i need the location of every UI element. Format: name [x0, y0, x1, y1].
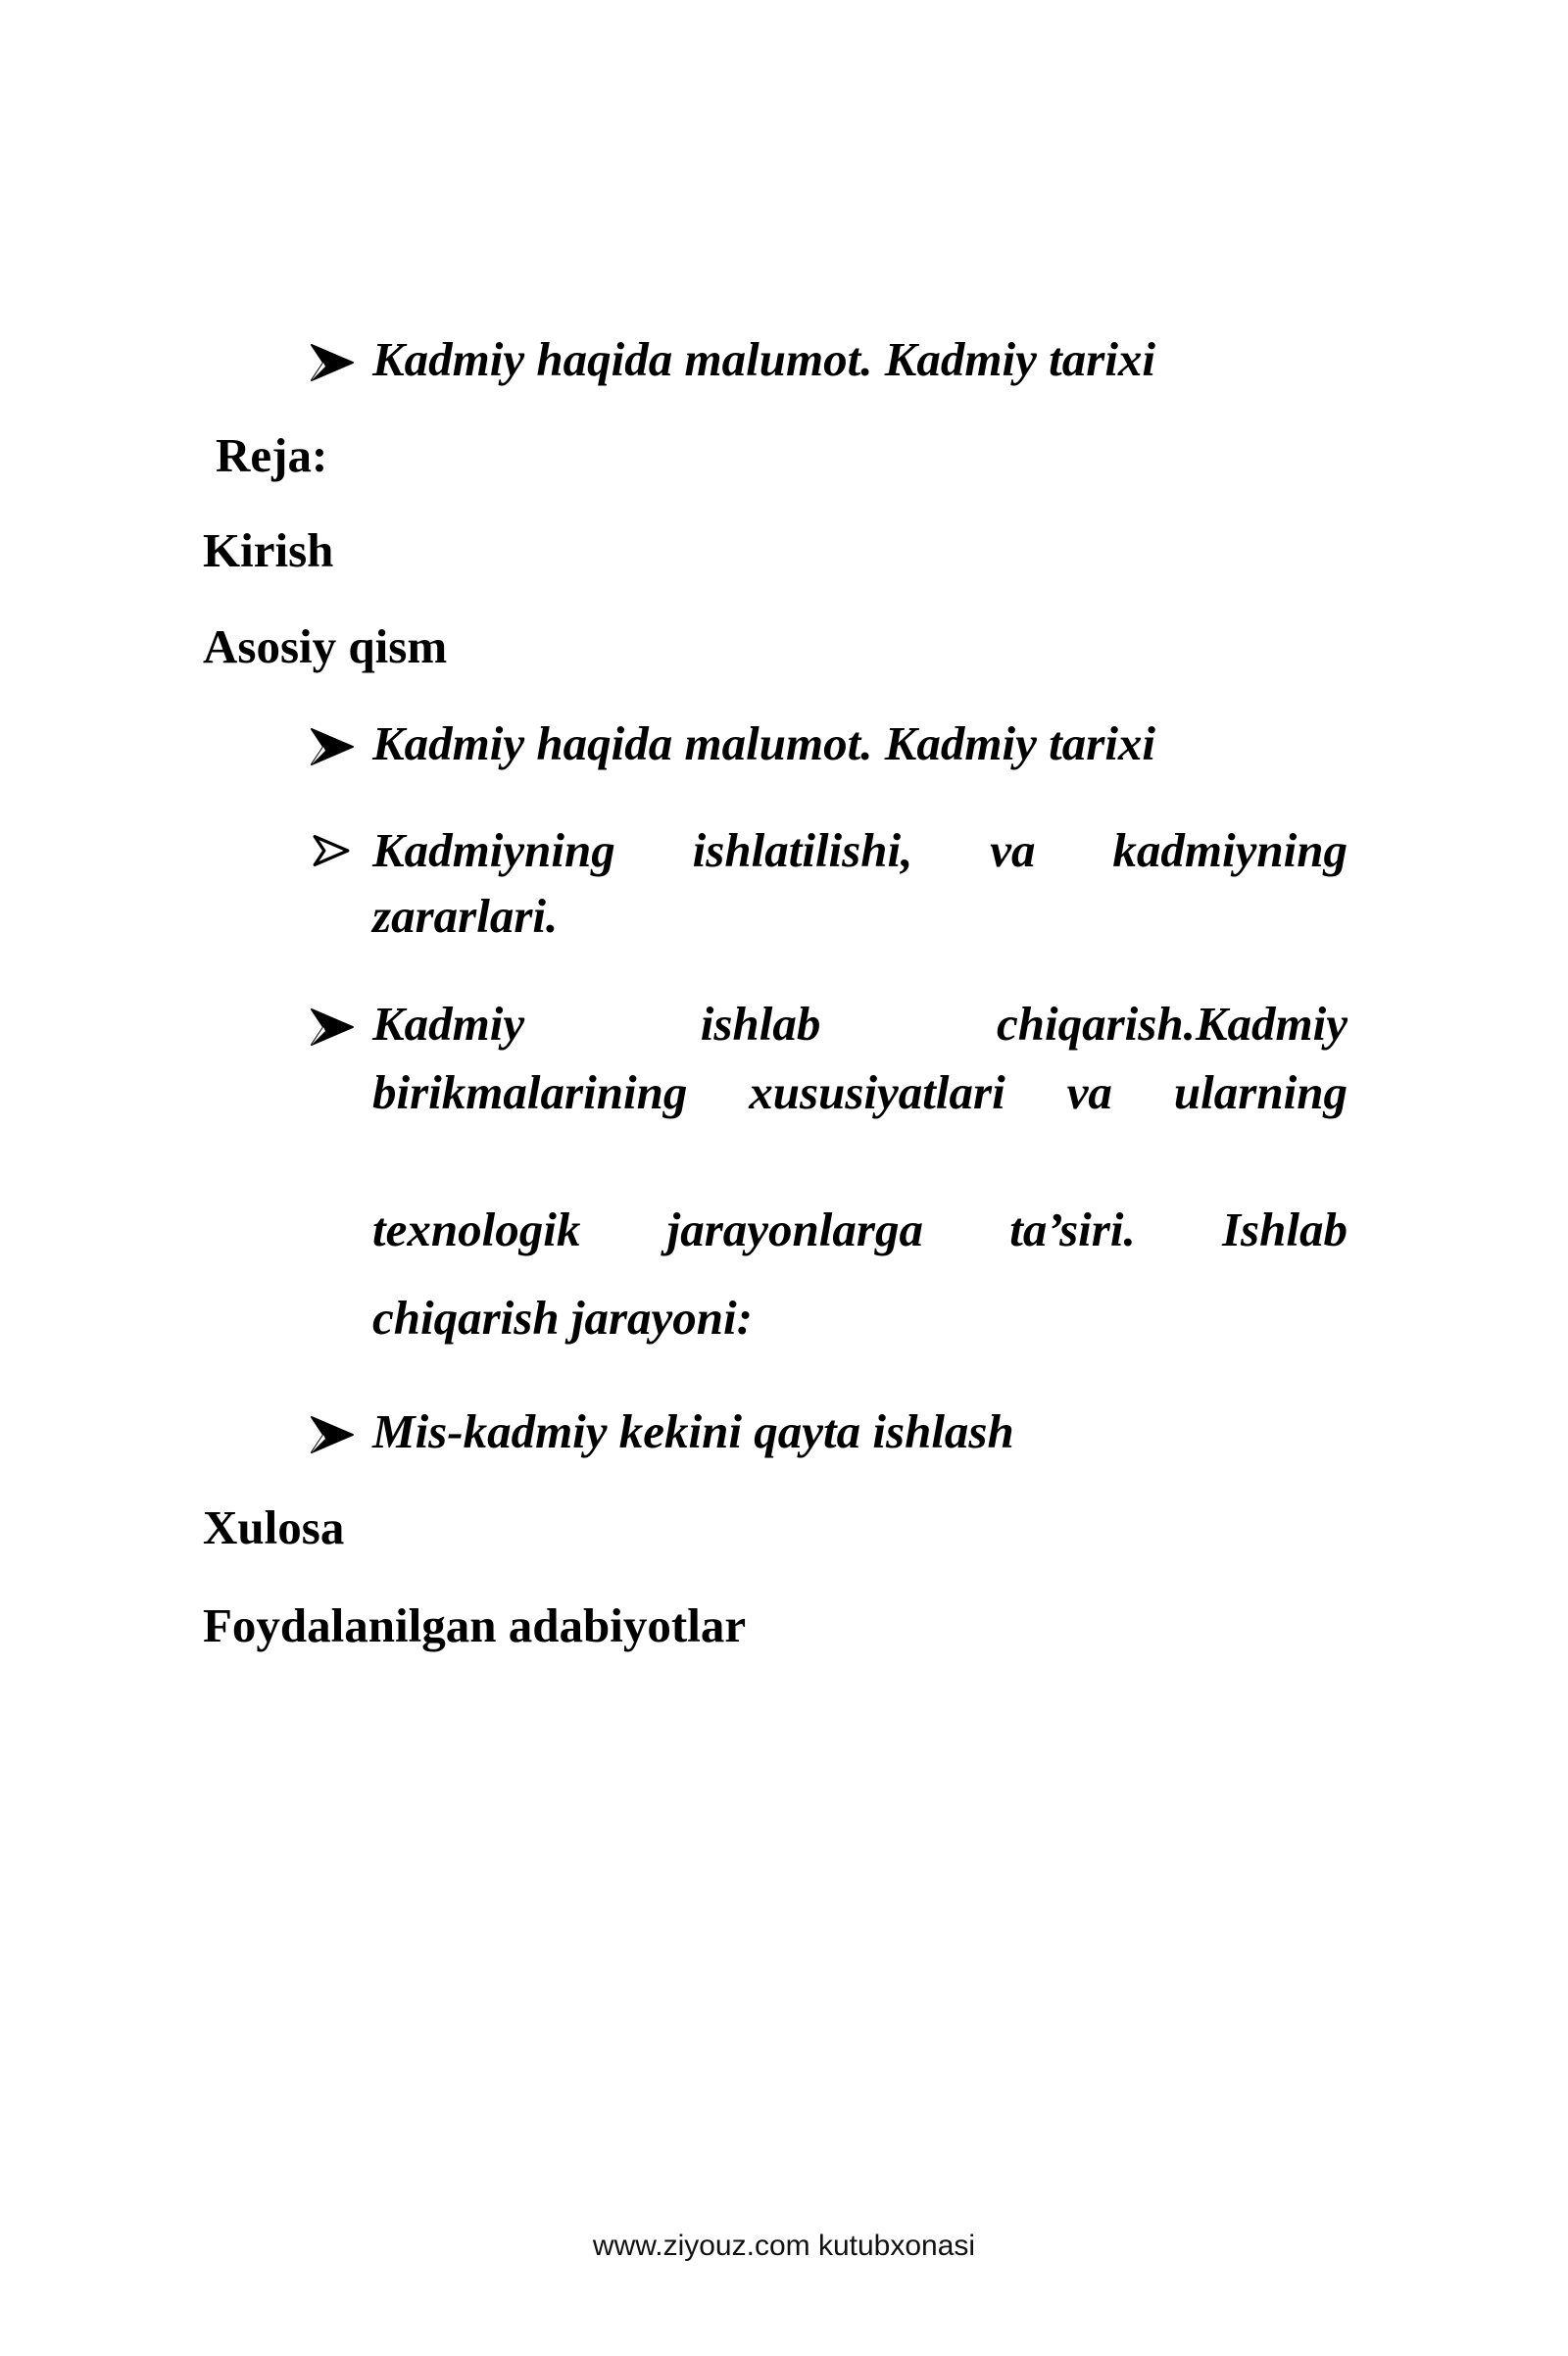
word: Ishlab	[1221, 1203, 1348, 1256]
arrowhead-bullet-icon	[308, 341, 357, 384]
list-item-line	[372, 1196, 1348, 1264]
word: ularning	[1173, 1065, 1348, 1119]
word: ta’siri.	[1009, 1203, 1136, 1256]
footer-source: www.ziyouz.com kutubxonasi	[592, 2230, 976, 2262]
word: kadmiyning	[1112, 823, 1348, 877]
word: va	[990, 823, 1036, 877]
word: jarayonlarga	[666, 1203, 923, 1256]
section-references: Foydalanilgan adabiyotlar	[203, 1598, 747, 1652]
section-conclusion: Xulosa	[203, 1500, 345, 1554]
arrowhead-bullet-icon	[308, 1413, 357, 1456]
plan-label: Reja:	[216, 428, 328, 482]
word: xususiyatlari	[749, 1065, 1005, 1119]
section-intro: Kirish	[203, 523, 334, 577]
word: va	[1066, 1065, 1112, 1119]
list-item-line	[372, 816, 1348, 885]
list-item-line	[372, 1058, 1348, 1127]
arrowhead-bullet-icon	[308, 1006, 357, 1049]
list-item: Kadmiy haqida malumot. Kadmiy tarixi	[372, 716, 1156, 770]
arrowhead-bullet-icon	[308, 725, 357, 768]
word: birikmalarining	[372, 1065, 688, 1119]
word: Kadmiyning	[372, 823, 615, 877]
list-item-line	[372, 990, 1348, 1058]
word: Kadmiy	[372, 997, 525, 1051]
word: ishlatilishi,	[692, 823, 913, 877]
list-item: Mis-kadmiy kekini qayta ishlash	[372, 1404, 1014, 1458]
section-main-part: Asosiy qism	[203, 619, 448, 673]
list-item-line: zararlari.	[372, 889, 559, 943]
arrowhead-bullet-icon	[312, 833, 351, 868]
word: ishlab	[700, 997, 821, 1051]
top-heading: Kadmiy haqida malumot. Kadmiy tarixi	[372, 332, 1156, 386]
word: chiqarish.Kadmiy	[996, 997, 1348, 1051]
word: texnologik	[372, 1203, 581, 1256]
list-item-line: chiqarish jarayoni:	[372, 1291, 753, 1345]
